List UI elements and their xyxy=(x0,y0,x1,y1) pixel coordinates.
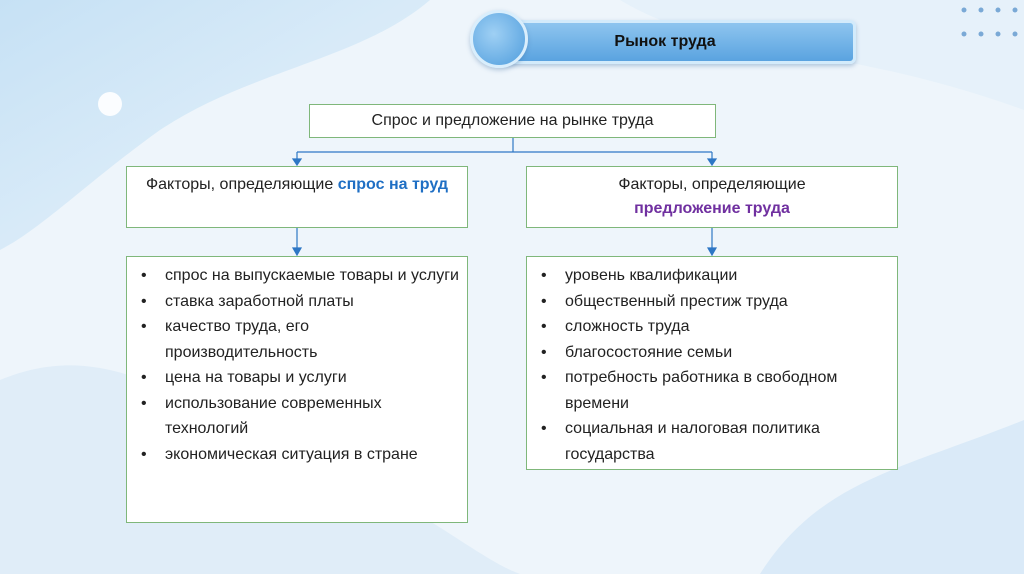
list-item: • цена на товары и услуги xyxy=(165,365,459,391)
list-item: • спрос на выпускаемые товары и услуги xyxy=(165,263,459,289)
demand-factors-list xyxy=(126,256,468,523)
supply-factors-list xyxy=(526,256,898,470)
supply-heading-emphasis: предложение труда xyxy=(634,200,790,217)
list-item: • социальная и налоговая политика государства xyxy=(565,416,889,467)
list-item: • общественный престиж труда xyxy=(565,289,889,315)
slide-title: Рынок труда xyxy=(614,33,716,50)
supply-factors-heading xyxy=(526,166,898,228)
demand-heading-emphasis: спрос на труд xyxy=(337,176,449,193)
list-item: • уровень квалификации xyxy=(565,263,889,289)
list-item: • благосостояние семьи xyxy=(565,340,889,366)
demand-heading-text: Факторы, определяющие xyxy=(145,176,338,193)
list-item: • качество труда, его производительность xyxy=(165,314,459,365)
list-item: • ставка заработной платы xyxy=(165,289,459,315)
list-item: • экономическая ситуация в стране xyxy=(165,442,459,468)
list-item: • сложность труда xyxy=(565,314,889,340)
root-node: Спрос и предложение на рынке труда xyxy=(309,104,716,138)
demand-factors-heading xyxy=(126,166,468,228)
supply-heading-text: Факторы, определяющие xyxy=(618,176,806,193)
list-item: • потребность работника в свободном времени xyxy=(565,365,889,416)
list-item: • использование современных технологий xyxy=(165,391,459,442)
